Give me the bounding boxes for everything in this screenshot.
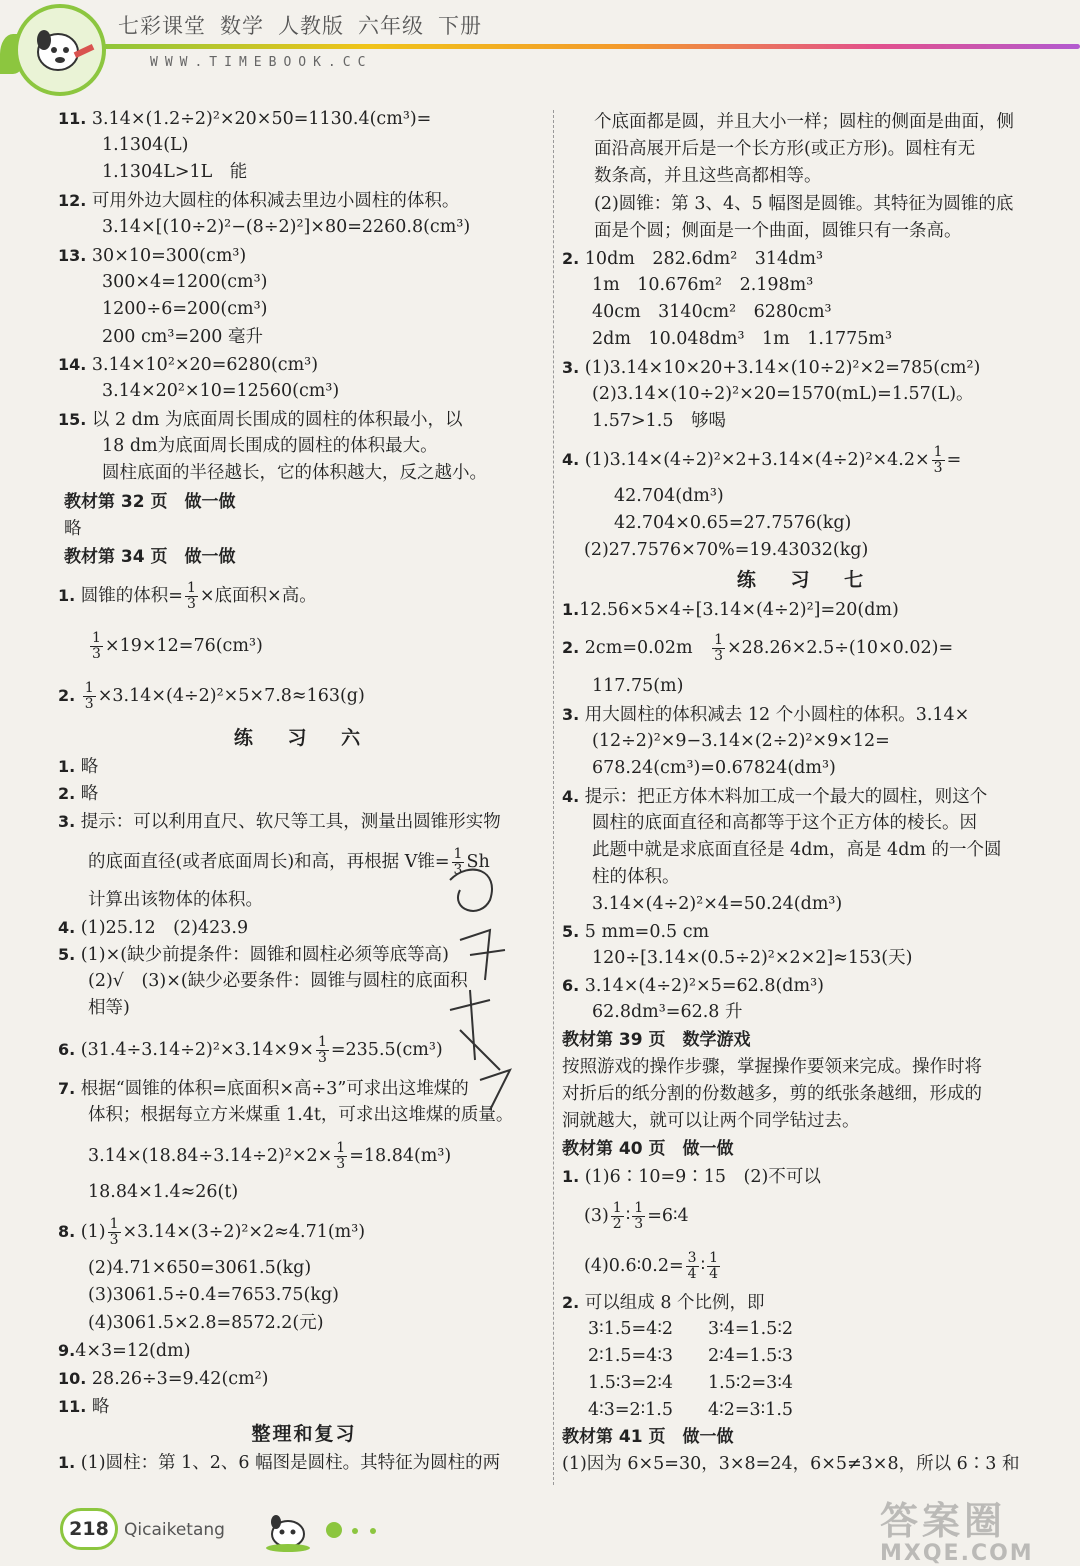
- fraction: $\frac{1}{3}$: [714, 632, 723, 664]
- answer-text: ×3.14×(4÷2)²×5×7.8≈163(g): [97, 686, 365, 706]
- answer-text: (1)6∶10=9∶15 (2)不可以: [584, 1167, 821, 1187]
- section-heading: 教材第 40 页 做一做: [562, 1139, 734, 1159]
- ex6-answer-3: 3. 提示：可以利用直尺、软尺等工具，测量出圆锥形实物: [58, 812, 501, 832]
- answer-text: 2dm 10.048dm³ 1m 1.1775m³: [592, 329, 893, 349]
- subject-name: 数学: [220, 14, 264, 38]
- section-heading: 教材第 34 页 做一做: [64, 547, 236, 567]
- answer-text: 数条高，并且这些高都相等。: [594, 166, 822, 186]
- answer-text: 40cm 3140cm² 6280cm³: [592, 302, 832, 322]
- section-heading: 教材第 32 页 做一做: [64, 492, 236, 512]
- fraction: $\frac{1}{3}$: [186, 580, 196, 612]
- proportion-row: 2∶1.5=4∶3 2∶4=1.5∶3: [588, 1346, 794, 1366]
- edition-name: 人教版: [278, 14, 344, 38]
- answer-text: (1)因为 6×5=30，3×8=24，6×5≠3×8，所以 6∶3 和: [562, 1454, 1020, 1474]
- answer-text: =: [946, 450, 962, 470]
- answer-text: 此题中就是求底面直径是 4dm，高是 4dm 的一个圆: [592, 840, 1002, 860]
- fraction: $\frac{1}{3}$: [634, 1200, 644, 1232]
- fraction: $\frac{1}{3}$: [453, 846, 463, 878]
- answer-text: 柱的体积。: [592, 867, 680, 887]
- answer-text: =6∶4: [647, 1206, 689, 1226]
- answer-text: 可用外边大圆柱的体积减去里边小圆柱的体积。: [91, 191, 460, 211]
- answer-text: 678.24(cm³)=0.67824(dm³): [592, 758, 836, 778]
- ex6-answer-10: 10. 28.26÷3=9.42(cm²): [58, 1369, 269, 1389]
- answer-text: 4×3=12(dm): [75, 1341, 191, 1361]
- answer-text: (1)3.14×10×20+3.14×(10÷2)²×2=785(cm²): [584, 358, 981, 378]
- answer-2: 2. $\frac{1}{3}$ ×3.14×(4÷2)²×5×7.8≈163(g): [58, 680, 365, 712]
- watermark-url: MXQE.COM: [880, 1541, 1034, 1566]
- page-number: 218: [60, 1508, 118, 1550]
- answer-text: (1)圆柱：第 1、2、6 幅图是圆柱。其特征为圆柱的两: [80, 1453, 501, 1473]
- answer-text: 3.14×(4÷2)²×5=62.8(dm³): [584, 976, 824, 996]
- answer-text: 3.14×10²×20=6280(cm³): [91, 355, 319, 375]
- answer-text: (1)25.12 (2)423.9: [80, 918, 249, 938]
- decor-dot: [326, 1522, 342, 1538]
- review-answer-2: 2. 10dm 282.6dm² 314dm³: [562, 249, 823, 269]
- answer-text: 略: [91, 1397, 110, 1417]
- answer-line: [88, 1140, 452, 1172]
- proportion-row: 1.5∶3=2∶4 1.5∶2=3∶4: [588, 1373, 794, 1393]
- fraction: $\frac{1}{3}$: [92, 630, 101, 662]
- fraction: $\frac{1}{3}$: [336, 1140, 346, 1172]
- answer-text: (4)0.6∶0.2=: [584, 1256, 684, 1276]
- page-footer: [0, 1490, 1080, 1566]
- answer-text: ×28.26×2.5÷(10×0.02)=: [726, 638, 954, 658]
- answer-text: 3.14×20²×10=12560(cm³): [102, 381, 340, 401]
- answer-text: 面是个圆；侧面是一个曲面，圆锥只有一条高。: [594, 221, 962, 241]
- answer-text: 3.14×[(10÷2)²−(8÷2)²]×80=2260.8(cm³): [102, 217, 471, 237]
- answer-text: 28.26÷3=9.42(cm²): [91, 1369, 269, 1389]
- answer-line: [88, 630, 263, 662]
- answer-text: 圆锥的体积=: [80, 586, 183, 606]
- column-divider: [553, 110, 555, 1485]
- answer-text: 1.1304(L): [102, 135, 189, 155]
- proportion-row: 3∶1.5=4∶2 3∶4=1.5∶2: [588, 1319, 794, 1339]
- answer-text: 的底面直径(或者底面周长)和高，再根据 V锥=: [88, 852, 450, 872]
- series-name: 七彩课堂: [118, 14, 206, 38]
- answer-text: 117.75(m): [592, 676, 684, 696]
- answer-text: =18.84(m³): [349, 1146, 452, 1166]
- section-heading: 教材第 39 页 数学游戏: [562, 1030, 751, 1050]
- handwriting-scribble: [430, 860, 550, 1120]
- proportion-row: 4∶3=2∶1.5 4∶2=3∶1.5: [588, 1400, 794, 1420]
- watermark: [880, 1490, 1034, 1566]
- mascot-logo-icon: [14, 4, 106, 96]
- answer-text: 30×10=300(cm³): [91, 246, 247, 266]
- ex7-answer-2: 2. 2cm=0.02m $\frac{1}{3}$ ×28.26×2.5÷(10×0.02)=: [562, 632, 954, 664]
- ex6-answer-9: 9.4×3=12(dm): [58, 1341, 191, 1361]
- fraction: $\frac{1}{3}$: [84, 680, 94, 712]
- answer-text: (12÷2)²×9−3.14×(2÷2)²×9×12=: [592, 731, 890, 751]
- decor-dot: [352, 1528, 358, 1534]
- answer-text: (1): [80, 1222, 106, 1242]
- ex7-answer-4: 4. 提示：把正方体木料加工成一个最大的圆柱，则这个: [562, 787, 988, 807]
- answer-text: 略: [64, 519, 82, 539]
- answer-text: 42.704×0.65=27.7576(kg): [614, 513, 852, 533]
- answer-line: (4)0.6∶0.2= $\frac{3}{4}$ ∶ $\frac{1}{4}$: [584, 1250, 719, 1282]
- exercise-heading: 练 习 六: [233, 727, 375, 749]
- review-answer-3: 3. (1)3.14×10×20+3.14×(10÷2)²×2=785(cm²): [562, 358, 981, 378]
- review-heading: 整理和复习: [251, 1423, 357, 1445]
- answer-1: 1. 圆锥的体积= $\frac{1}{3}$ ×底面积×高。: [58, 580, 317, 612]
- ex6-answer-2: 2. 略: [58, 784, 99, 804]
- answer-text: ×3.14×(3÷2)²×2≈4.71(m³): [122, 1222, 366, 1242]
- answer-text: ×底面积×高。: [199, 586, 317, 606]
- header-rainbow-bar: [60, 44, 1080, 49]
- answer-text: (2)4.71×650=3061.5(kg): [88, 1258, 312, 1278]
- answer-text: 圆柱底面的半径越长，它的体积越大，反之越小。: [102, 463, 487, 483]
- answer-text: 62.8dm³=62.8 升: [592, 1002, 743, 1022]
- answer-text: 1200÷6=200(cm³): [102, 299, 268, 319]
- answer-text: (1)×(缺少前提条件：圆锥和圆柱必须等底等高): [80, 945, 449, 965]
- ex6-answer-11: 11. 略: [58, 1397, 110, 1417]
- ex6-answer-1: 1. 略: [58, 757, 99, 777]
- volume-name: 下册: [438, 14, 482, 38]
- ex7-answer-3: 3. 用大圆柱的体积减去 12 个小圆柱的体积。3.14×: [562, 705, 970, 725]
- answer-text: 体积；根据每立方米煤重 1.4t，可求出这堆煤的质量。: [88, 1105, 514, 1125]
- section-heading: 教材第 41 页 做一做: [562, 1427, 734, 1447]
- answer-text: (4)3061.5×2.8=8572.2(元): [88, 1313, 324, 1333]
- p40-answer-1: 1. (1)6∶10=9∶15 (2)不可以: [562, 1167, 821, 1187]
- answer-text: 根据“圆锥的体积=底面积×高÷3”可求出这堆煤的: [80, 1079, 469, 1099]
- ex7-answer-6: 6. 3.14×(4÷2)²×5=62.8(dm³): [562, 976, 824, 996]
- grade-name: 六年级: [358, 14, 424, 38]
- answer-text: 洞就越大，就可以让两个同学钻过去。: [562, 1111, 860, 1131]
- answer-text: 10dm 282.6dm² 314dm³: [584, 249, 823, 269]
- answer-text: 略: [80, 784, 99, 804]
- answer-text: 1m 10.676m² 2.198m³: [592, 275, 814, 295]
- answer-text: 42.704(dm³): [614, 486, 724, 506]
- ex6-answer-4: 4. (1)25.12 (2)423.9: [58, 918, 249, 938]
- answer-text: 以 2 dm 为底面周长围成的圆柱的体积最小，以: [91, 410, 463, 430]
- book-title: [118, 10, 496, 40]
- p40-answer-2: 2. 可以组成 8 个比例，即: [562, 1293, 765, 1313]
- answer-text: (3)3061.5÷0.4=7653.75(kg): [88, 1285, 340, 1305]
- answer-text: (2)27.7576×70%=19.43032(kg): [584, 540, 869, 560]
- answer-12: 12. 可用外边大圆柱的体积减去里边小圆柱的体积。: [58, 191, 460, 211]
- answer-text: 提示：可以利用直尺、软尺等工具，测量出圆锥形实物: [80, 812, 501, 832]
- answer-text: (3): [584, 1206, 609, 1226]
- answer-text: 1.57>1.5 够喝: [592, 411, 726, 431]
- ex6-answer-8: 8. (1) $\frac{1}{3}$ ×3.14×(3÷2)²×2≈4.71(m³): [58, 1216, 366, 1248]
- answer-text: Sh: [466, 852, 490, 872]
- answer-text: 按照游戏的操作步骤，掌握操作要领来完成。操作时将: [562, 1057, 982, 1077]
- ex6-answer-7: 7. 根据“圆锥的体积=底面积×高÷3”可求出这堆煤的: [58, 1079, 469, 1099]
- brand-name: Qicaiketang: [124, 1520, 225, 1540]
- fraction: $\frac{1}{3}$: [109, 1216, 119, 1248]
- answer-text: 18 dm为底面周长围成的圆柱的体积最大。: [102, 436, 438, 456]
- ex6-answer-5: 5. (1)×(缺少前提条件：圆锥和圆柱必须等底等高): [58, 945, 449, 965]
- answer-text: 提示：把正方体木料加工成一个最大的圆柱，则这个: [584, 787, 988, 807]
- fraction: $\frac{1}{2}$: [612, 1200, 622, 1232]
- answer-text: 120÷[3.14×(0.5÷2)²×2×2]≈153(天): [592, 948, 913, 968]
- ex7-answer-1: 1.12.56×5×4÷[3.14×(4÷2)²]=20(dm): [562, 600, 899, 620]
- answer-text: (2)圆锥：第 3、4、5 幅图是圆锥。其特征为圆锥的底: [594, 194, 1014, 214]
- fraction: $\frac{3}{4}$: [687, 1250, 697, 1282]
- answer-text: 18.84×1.4≈26(t): [88, 1182, 239, 1202]
- exercise-heading: 练 习 七: [736, 569, 878, 591]
- answer-text: 面沿高展开后是一个长方形(或正方形)。圆柱有无: [594, 139, 976, 159]
- answer-13: 13. 30×10=300(cm³): [58, 246, 247, 266]
- mascot-icon: [258, 1500, 318, 1552]
- answer-text: 计算出该物体的体积。: [88, 890, 263, 910]
- review-answer-1: 1. (1)圆柱：第 1、2、6 幅图是圆柱。其特征为圆柱的两: [58, 1453, 501, 1473]
- answer-line: (3) $\frac{1}{2}$ ∶ $\frac{1}{3}$ =6∶4: [584, 1200, 689, 1232]
- answer-text: 200 cm³=200 毫升: [102, 327, 264, 347]
- answer-15: 15. 以 2 dm 为底面周长围成的圆柱的体积最小，以: [58, 410, 463, 430]
- answer-text: 3.14×(1.2÷2)²×20×50=1130.4(cm³)=: [91, 109, 432, 129]
- answer-text: (31.4÷3.14÷2)²×3.14×9×: [80, 1040, 314, 1060]
- fraction: $\frac{1}{3}$: [317, 1034, 327, 1066]
- answer-text: (1)3.14×(4÷2)²×2+3.14×(4÷2)²×4.2×: [584, 450, 930, 470]
- answer-text: 相等): [88, 998, 130, 1018]
- watermark-title: 答案圈: [880, 1499, 1007, 1543]
- website-url: WWW.TIMEBOOK.CC: [150, 55, 373, 70]
- answer-text: (2)√ (3)×(缺少必要条件：圆锥与圆柱的底面积: [88, 971, 468, 991]
- answer-text: 3.14×(18.84÷3.14÷2)²×2×: [88, 1146, 333, 1166]
- review-answer-4: 4. (1)3.14×(4÷2)²×2+3.14×(4÷2)²×4.2× $\frac{1}{3}$ =: [562, 444, 962, 476]
- answer-text: 2cm=0.02m: [584, 638, 693, 658]
- answer-14: 14. 3.14×10²×20=6280(cm³): [58, 355, 319, 375]
- page-header: [0, 0, 1080, 100]
- answer-text: 1.1304L>1L 能: [102, 162, 248, 182]
- fraction: $\frac{1}{4}$: [709, 1250, 719, 1282]
- ex6-answer-6: 6. (31.4÷3.14÷2)²×3.14×9× $\frac{1}{3}$ =235.5(cm³): [58, 1034, 443, 1066]
- answer-text: 略: [80, 757, 99, 777]
- fraction: $\frac{1}{3}$: [933, 444, 943, 476]
- answer-text: 3.14×(4÷2)²×4=50.24(dm³): [592, 894, 843, 914]
- answer-text: =235.5(cm³): [330, 1040, 443, 1060]
- answer-text: 用大圆柱的体积减去 12 个小圆柱的体积。3.14×: [584, 705, 970, 725]
- answer-text: 对折后的纸分割的份数越多，剪的纸张条越细，形成的: [562, 1084, 982, 1104]
- answer-text: 12.56×5×4÷[3.14×(4÷2)²]=20(dm): [579, 600, 899, 620]
- answer-text: 圆柱的底面直径和高都等于这个正方体的棱长。因: [592, 813, 977, 833]
- answer-text: 300×4=1200(cm³): [102, 272, 268, 292]
- answer-text: 个底面都是圆，并且大小一样；圆柱的侧面是曲面，侧: [594, 112, 1014, 132]
- answer-text: (2)3.14×(10÷2)²×20=1570(mL)=1.57(L)。: [592, 384, 974, 404]
- answer-11: 11. 3.14×(1.2÷2)²×20×50=1130.4(cm³)=: [58, 109, 432, 129]
- decor-dot: [370, 1528, 376, 1534]
- answer-text: 5 mm=0.5 cm: [584, 922, 710, 942]
- answer-text: ×19×12=76(cm³): [104, 636, 263, 656]
- answer-text: 可以组成 8 个比例，即: [584, 1293, 765, 1313]
- ex7-answer-5: 5. 5 mm=0.5 cm: [562, 922, 710, 942]
